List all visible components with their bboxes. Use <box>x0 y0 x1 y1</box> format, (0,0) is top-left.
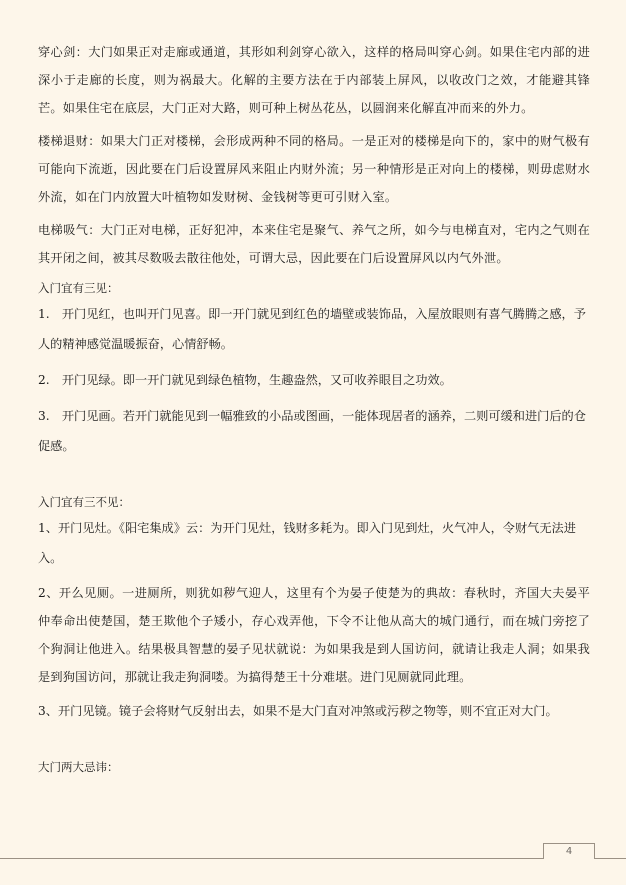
spacer <box>38 732 590 756</box>
list-item-toilet: 2、开么见厕。一进厕所，则犹如秽气迎人，这里有个为晏子使楚为的典故：春秋时，齐国大夫晏平仲奉命出使楚国，楚王欺他个子矮小，存心戏弄他，下令不让他从高大的城门通行，而在城门旁挖了个狗洞让他进入。结果极具智慧的晏子见状就说：为如果我是到人国访问，就请让我走人洞；如果我是到狗国访问，那就让我走狗洞喽。为搞得楚王十分难堪。进门见厕就同此理。 <box>38 586 590 684</box>
heading-two-taboos: 大门两大忌讳： <box>38 760 119 774</box>
heading-three-avoid: 入门宜有三不见： <box>38 495 130 509</box>
heading-three-sights: 入门宜有三见： <box>38 281 119 295</box>
list-item-mirror: 3、开门见镜。镜子会将财气反射出去，如果不是大门直对冲煞或污秽之物等，则不宜正对大门。 <box>38 704 558 718</box>
list-item-red: 1. 开门见红，也叫开门见喜。即一开门就见到红色的墙壁或装饰品，入屋放眼则有喜气腾腾之感，予人的精神感觉温暖振奋，心情舒畅。 <box>38 307 586 351</box>
list-item-painting: 3. 开门见画。若开门就能见到一幅雅致的小品或图画，一能体现居者的涵养，二则可缓和进门后的仓促感。 <box>38 409 586 453</box>
footer-rule <box>0 858 626 859</box>
paragraph-chuanxinjian: 穿心剑：大门如果正对走廊或通道，其形如利剑穿心欲入，这样的格局叫穿心剑。如果住宅内部的进深小于走廊的长度，则为祸最大。化解的主要方法在于内部装上屏风，以收改门之效，才能避其锋芒。如果住宅在底层，大门正对大路，则可种上树丛花丛，以圆润来化解直冲而来的外力。 <box>38 45 590 115</box>
paragraph-louti-tuicai: 楼梯退财：如果大门正对楼梯，会形成两种不同的格局。一是正对的楼梯是向下的，家中的财气极有可能向下流逝，因此要在门后设置屏风来阻止内财外流；另一种情形是正对向上的楼梯，则毋虑财水外流，如在门内放置大叶植物如发财树、金钱树等更可引财入室。 <box>38 134 590 204</box>
list-item-stove: 1、开门见灶。《阳宅集成》云：为开门见灶，钱财多耗为。即入门见到灶，火气冲人，令财气无法进入。 <box>38 521 576 565</box>
page-content <box>38 38 590 778</box>
list-item-green: 2. 开门见绿。即一开门就见到绿色植物，生趣盎然，又可收养眼目之功效。 <box>38 373 452 387</box>
paragraph-dianti-xiqi: 电梯吸气：大门正对电梯，正好犯冲，本来住宅是聚气、养气之所，如今与电梯直对，宅内之气则在其开闭之间，被其尽数吸去散往他处，可谓大忌，因此要在门后设置屏风以内气外泄。 <box>38 223 590 265</box>
spacer <box>38 467 590 491</box>
page-number: 4 <box>543 843 595 859</box>
